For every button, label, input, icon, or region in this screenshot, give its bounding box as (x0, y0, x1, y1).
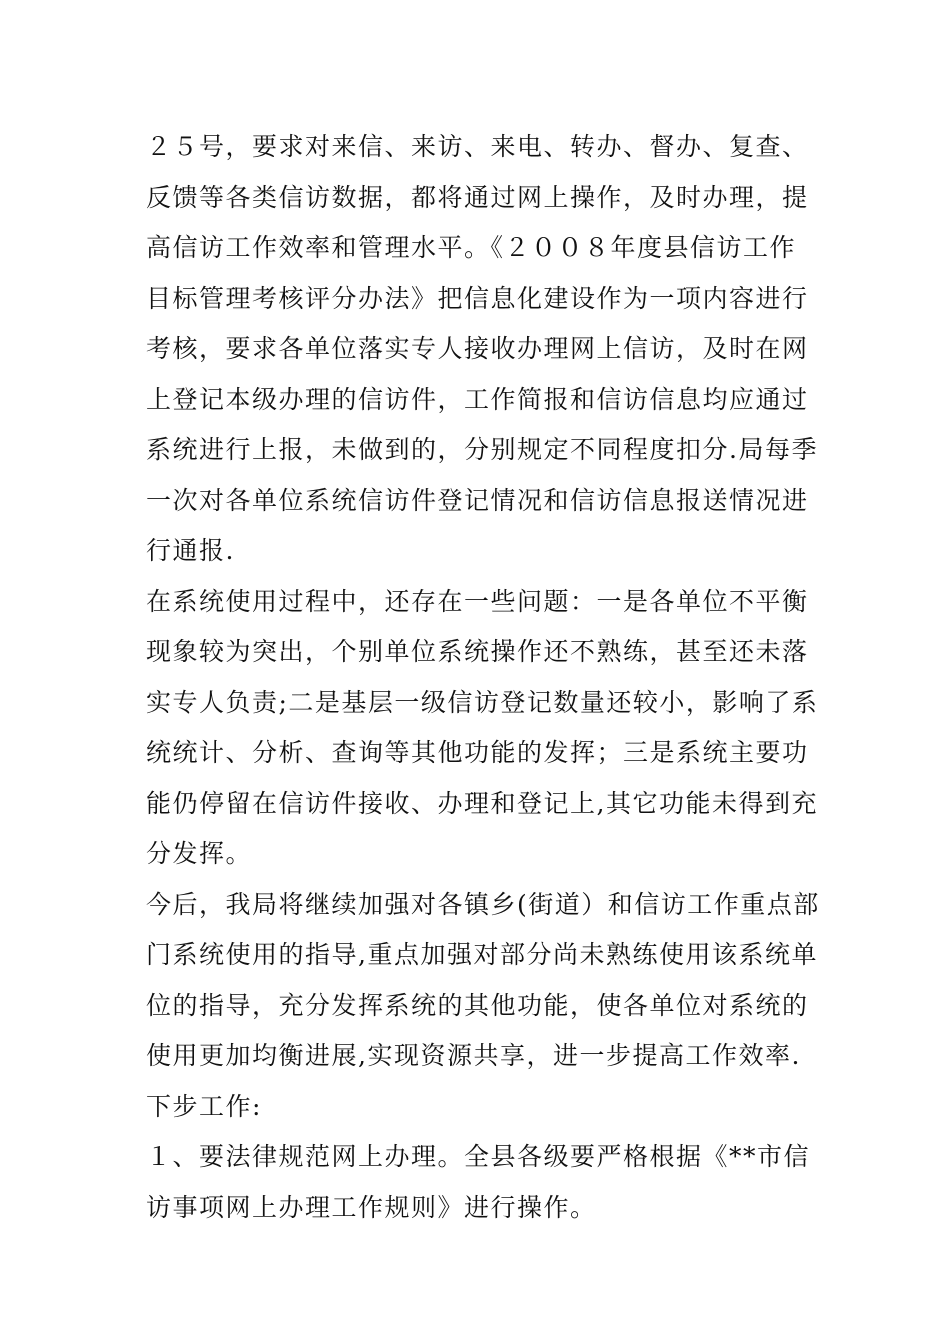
text-line: 目标管理考核评分办法》把信息化建设作为一项内容进行 (146, 283, 809, 313)
text-line: 在系统使用过程中，还存在一些问题：一是各单位不平衡 (146, 586, 809, 616)
text-line: 门系统使用的指导,重点加强对部分尚未熟练使用该系统单 (146, 940, 818, 969)
text-line: 考核，要求各单位落实专人接收办理网上信访，及时在网 (146, 334, 809, 363)
body-text (146, 122, 820, 1233)
text-line: 统统计、分析、查询等其他功能的发挥；三是系统主要功 (146, 738, 809, 767)
text-line: 现象较为突出，个别单位系统操作还不熟练，甚至还未落 (146, 637, 809, 666)
text-line: 上登记本级办理的信访件，工作简报和信访信息均应通过 (146, 384, 809, 414)
text-line: ２５号，要求对来信、来访、来电、转办、督办、复查、 (146, 132, 809, 161)
text-line: 位的指导，充分发挥系统的其他功能，使各单位对系统的 (146, 990, 809, 1020)
text-line: 访事项网上办理工作规则》进行操作。 (146, 1192, 597, 1222)
text-line: 能仍停留在信访件接收、办理和登记上,其它功能未得到充 (146, 788, 818, 818)
text-line: 实专人负责;二是基层一级信访登记数量还较小，影响了系 (146, 687, 819, 717)
text-line: 下步工作: (146, 1091, 262, 1121)
text-line: 今后，我局将继续加强对各镇乡(街道）和信访工作重点部 (146, 889, 820, 919)
text-line: 高信访工作效率和管理水平。《２００８年度县信访工作 (146, 233, 797, 262)
text-line: 系统进行上报，未做到的，分别规定不同程度扣分.局每季 (146, 435, 818, 464)
text-line: 分发挥。 (146, 839, 253, 868)
text-line: 反馈等各类信访数据，都将通过网上操作，及时办理，提 (146, 182, 809, 212)
text-line: １、要法律规范网上办理。全县各级要严格根据《**市信 (146, 1142, 811, 1171)
text-line: 行通报. (146, 536, 235, 565)
text-line: 使用更加均衡进展,实现资源共享，进一步提高工作效率. (146, 1041, 801, 1070)
text-line: 一次对各单位系统信访件登记情况和信访信息报送情况进 (146, 485, 809, 515)
